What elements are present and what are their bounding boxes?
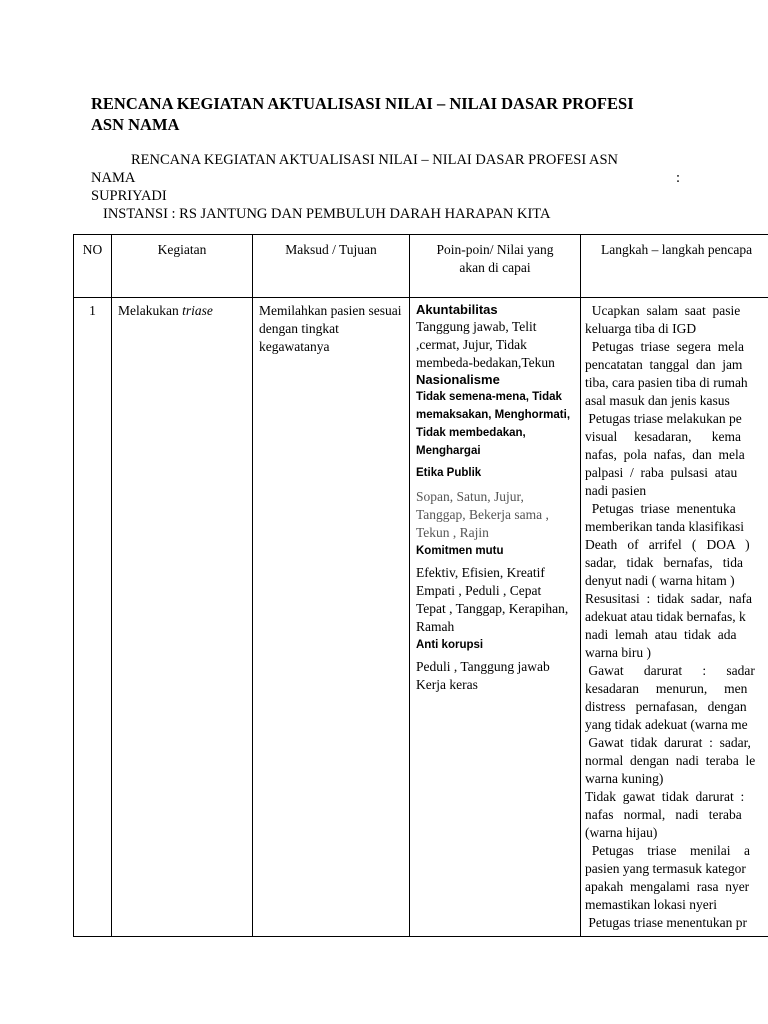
row-no: 1 — [74, 298, 112, 937]
table-header-row — [74, 235, 768, 298]
langkah-line: keluarga tiba di IGD — [585, 321, 697, 336]
langkah-line: Petugas triase menentukan pr — [585, 915, 747, 930]
langkah-line: asal masuk dan jenis kasus — [585, 393, 730, 408]
langkah-line: nafas, pola nafas, dan mela — [585, 447, 745, 462]
nama-value: SUPRIYADI — [91, 188, 167, 204]
langkah-line: nafas normal, nadi teraba — [585, 807, 742, 822]
header-langkah — [581, 235, 768, 298]
header-no: NO — [74, 235, 112, 298]
table-row — [74, 298, 768, 937]
langkah-line: Resusitasi : tidak sadar, nafa — [585, 591, 753, 606]
row-langkah — [581, 298, 768, 937]
langkah-line: kesadaran menurun, men — [585, 681, 748, 696]
langkah-line: palpasi / raba pulsasi atau — [585, 465, 738, 480]
header-langkah-label: Langkah – langkah pencapa — [601, 242, 753, 257]
langkah-line: nadi lemah atau tidak ada — [585, 627, 737, 642]
langkah-line: yang tidak adekuat (warna me — [585, 717, 748, 732]
nama-colon: : — [676, 170, 681, 186]
langkah-line: (warna hijau) — [585, 825, 658, 840]
row-nilai — [410, 298, 581, 937]
langkah-line: Ucapkan salam saat pasie — [585, 303, 741, 318]
antikorupsi-values: Peduli , Tanggung jawab Kerja keras — [416, 659, 550, 692]
langkah-line: distress pernafasan, dengan — [585, 699, 747, 714]
akuntabilitas-values: Tanggung jawab, Telit ,cermat, Jujur, Tidak membeda-bedakan,Tekun — [416, 319, 555, 370]
subtitle: RENCANA KEGIATAN AKTUALISASI NILAI – NILAI DASAR PROFESI ASN — [131, 152, 619, 168]
etika-values: Sopan, Satun, Jujur, Tanggap, Bekerja sama , Tekun , Rajin — [416, 489, 549, 540]
header-nilai-line-1: Poin-poin/ Nilai yang — [436, 242, 554, 257]
nasionalisme-heading: Nasionalisme — [416, 372, 500, 387]
langkah-line: Gawat tidak darurat : sadar, — [585, 735, 751, 750]
activity-plan-table — [73, 234, 768, 937]
kegiatan-italic: triase — [182, 303, 213, 318]
akuntabilitas-heading: Akuntabilitas — [416, 302, 498, 317]
langkah-line: pencatatan tanggal dan jam — [585, 357, 743, 372]
langkah-line: Petugas triase menilai a — [585, 843, 750, 858]
langkah-line: Petugas triase segera mela — [585, 339, 744, 354]
antikorupsi-heading: Anti korupsi — [416, 639, 484, 651]
langkah-line: Petugas triase menentuka — [585, 501, 736, 516]
kegiatan-text: Melakukan — [118, 303, 183, 318]
langkah-line: memastikan lokasi nyeri — [585, 897, 717, 912]
komitmen-values: Efektiv, Efisien, Kreatif Empati , Peduli , Cepat Tepat , Tanggap, Kerapihan, Ramah — [416, 565, 569, 634]
header-nilai — [410, 235, 581, 298]
header-maksud: Maksud / Tujuan — [253, 235, 410, 298]
header-nilai-line-2: akan di capai — [459, 260, 531, 275]
title-line-1: RENCANA KEGIATAN AKTUALISASI NILAI – NILAI DASAR PROFESI — [91, 94, 634, 113]
langkah-line: sadar, tidak bernafas, tida — [585, 555, 744, 570]
langkah-line: warna kuning) — [585, 771, 664, 786]
row-maksud: Memilahkan pasien sesuai dengan tingkat kegawatanya — [253, 298, 410, 937]
document-title — [91, 93, 691, 135]
langkah-line: normal dengan nadi teraba le — [585, 753, 756, 768]
nasionalisme-values: Tidak semena-mena, Tidak memaksakan, Menghormati, Tidak membedakan, Menghargai — [416, 391, 571, 457]
langkah-line: Petugas triase melakukan pe — [585, 411, 742, 426]
title-line-2: ASN NAMA — [91, 115, 180, 134]
komitmen-heading: Komitmen mutu — [416, 545, 504, 557]
langkah-line: visual kesadaran, kema — [585, 429, 741, 444]
langkah-list — [585, 302, 768, 932]
row-kegiatan — [112, 298, 253, 937]
instansi-line: INSTANSI : RS JANTUNG DAN PEMBULUH DARAH HARAPAN KITA — [103, 206, 551, 222]
langkah-line: pasien yang termasuk kategor — [585, 861, 746, 876]
langkah-line: tiba, cara pasien tiba di rumah — [585, 375, 748, 390]
langkah-line: memberikan tanda klasifikasi — [585, 519, 744, 534]
langkah-line: Tidak gawat tidak darurat : — [585, 789, 745, 804]
langkah-line: Gawat darurat : sadar — [585, 663, 755, 678]
langkah-line: apakah mengalami rasa nyer — [585, 879, 750, 894]
nama-label: NAMA — [91, 170, 136, 186]
langkah-line: Death of arrifel ( DOA ) — [585, 537, 750, 552]
header-kegiatan: Kegiatan — [112, 235, 253, 298]
etika-heading: Etika Publik — [416, 467, 482, 479]
langkah-line: adekuat atau tidak bernafas, k — [585, 609, 746, 624]
langkah-line: denyut nadi ( warna hitam ) — [585, 573, 735, 588]
langkah-line: nadi pasien — [585, 483, 647, 498]
langkah-line: warna biru ) — [585, 645, 651, 660]
